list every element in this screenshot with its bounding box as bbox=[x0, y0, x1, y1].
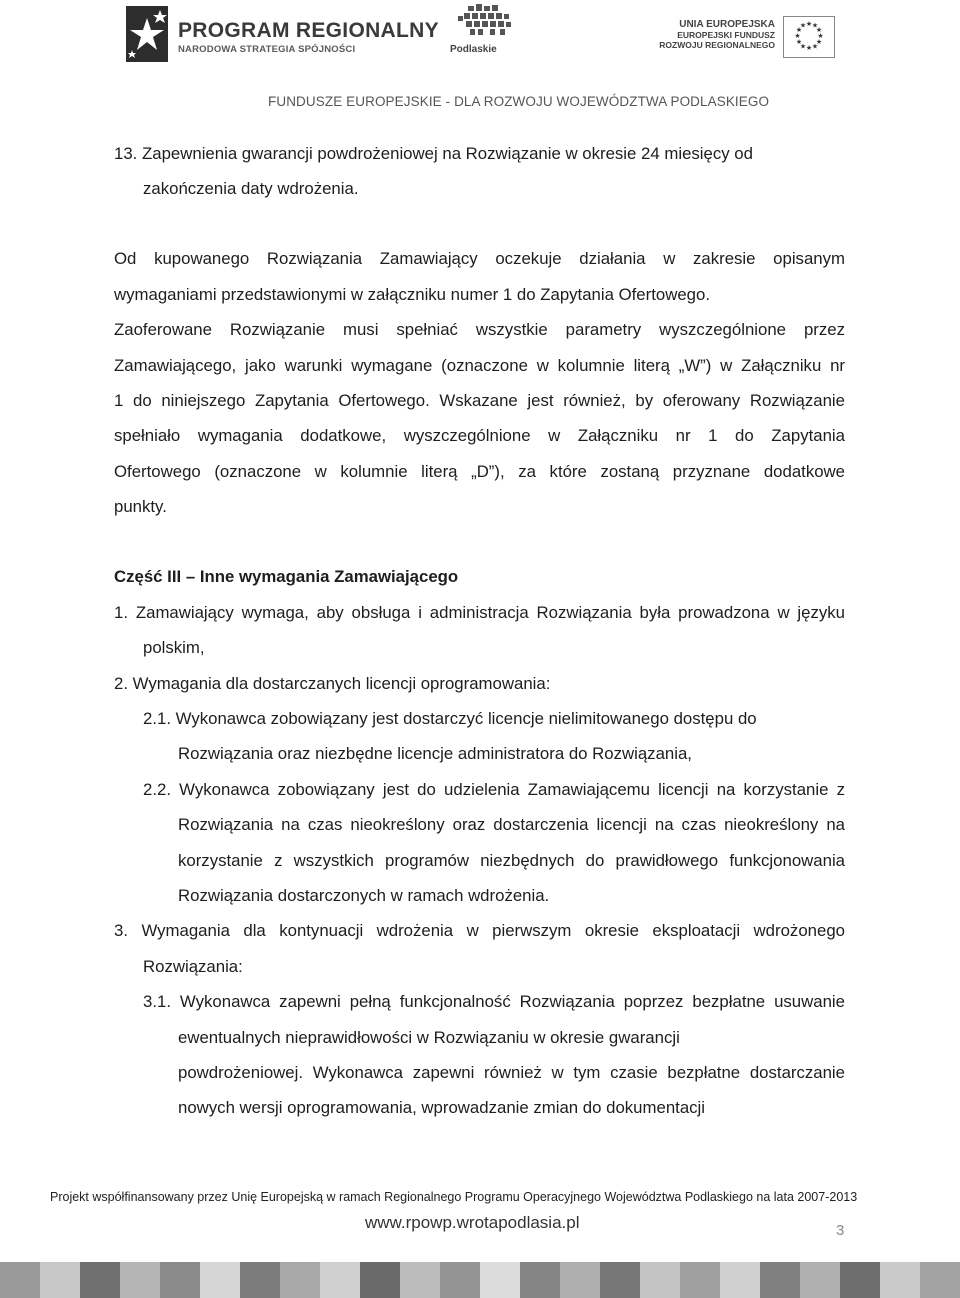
paragraph-line-4: Zamawiającego, jako warunki wymagane (oznaczone w kolumnie literą „W”) w Załączniku nr bbox=[114, 356, 845, 375]
item-2-2-line-1: 2.2. Wykonawca zobowiązany jest do udzielenia Zamawiającemu licencji na korzystanie z bbox=[143, 780, 845, 799]
eu-line-2: EUROPEJSKI FUNDUSZ bbox=[677, 30, 775, 40]
svg-text:★: ★ bbox=[811, 21, 819, 30]
stripe-segment bbox=[0, 1262, 40, 1298]
stripe-segment bbox=[720, 1262, 760, 1298]
stripe-segment bbox=[200, 1262, 240, 1298]
item-3-line-1: 3. Wymagania dla kontynuacji wdrożenia w pierwszym okresie eksploatacji wdrożonego bbox=[114, 921, 845, 940]
item-2-2-line-2: Rozwiązania na czas nieokreślony oraz dostarczenia licencji na czas nieokreślony na bbox=[178, 815, 845, 834]
stripe-segment bbox=[600, 1262, 640, 1298]
eu-line-3: ROZWOJU REGIONALNEGO bbox=[659, 40, 775, 50]
eu-text bbox=[659, 20, 775, 50]
podlaskie-label: Podlaskie bbox=[450, 44, 497, 55]
stripe-segment bbox=[280, 1262, 320, 1298]
svg-text:★: ★ bbox=[799, 42, 807, 51]
stripe-segment bbox=[320, 1262, 360, 1298]
item-1-line-2: polskim, bbox=[143, 638, 205, 657]
paragraph-line-3: Zaoferowane Rozwiązanie musi spełniać wszystkie parametry wyszczególnione przez bbox=[114, 320, 845, 339]
program-title: PROGRAM REGIONALNY bbox=[178, 19, 439, 42]
podlaskie-logo bbox=[438, 4, 528, 64]
item-2-1-line-2: Rozwiązania oraz niezbędne licencje administratora do Rozwiązania, bbox=[178, 744, 692, 763]
stripe-segment bbox=[400, 1262, 440, 1298]
svg-text:★: ★ bbox=[811, 42, 819, 51]
svg-text:★: ★ bbox=[815, 38, 823, 46]
stripe-segment bbox=[680, 1262, 720, 1298]
stripe-segment bbox=[920, 1262, 960, 1298]
footer-website-link[interactable]: www.rpowp.wrotapodlasia.pl bbox=[365, 1213, 580, 1232]
paragraph-line-1: Od kupowanego Rozwiązania Zamawiający oczekuje działania w zakresie opisanym bbox=[114, 249, 845, 268]
page-number: 3 bbox=[836, 1222, 845, 1239]
item-2-line-1: 2. Wymagania dla dostarczanych licencji oprogramowania: bbox=[114, 674, 551, 693]
stripe-segment bbox=[40, 1262, 80, 1298]
eu-logo bbox=[655, 14, 835, 62]
stripe-segment bbox=[480, 1262, 520, 1298]
svg-text:★: ★ bbox=[817, 32, 824, 40]
item-3-1-line-3: powdrożeniowej. Wykonawca zapewni również w tym czasie bezpłatne dostarczanie bbox=[178, 1063, 845, 1082]
eu-line-1: UNIA EUROPEJSKA bbox=[679, 19, 775, 30]
svg-text:★: ★ bbox=[805, 20, 813, 28]
paragraph-line-8: punkty. bbox=[114, 497, 167, 516]
eu-flag-icon bbox=[783, 16, 835, 58]
stripe-segment bbox=[840, 1262, 880, 1298]
paragraph-line-7: Ofertowego (oznaczone w kolumnie literą „D”), za które zostaną przyznane dodatkowe bbox=[114, 462, 845, 481]
footer-project-note: Projekt współfinansowany przez Unię Europejską w ramach Regionalnego Programu Operacyjnego Województwa Podlaskiego na lata 2007-2013 bbox=[50, 1190, 858, 1204]
footer-stripe bbox=[0, 1262, 960, 1298]
item-2-1-line-1: 2.1. Wykonawca zobowiązany jest dostarczyć licencje nielimitowanego dostępu do bbox=[143, 709, 757, 728]
star-logo-icon bbox=[122, 6, 174, 66]
stripe-segment bbox=[360, 1262, 400, 1298]
stripe-segment bbox=[120, 1262, 160, 1298]
item-13-line-2: zakończenia daty wdrożenia. bbox=[143, 179, 359, 198]
item-3-line-2: Rozwiązania: bbox=[143, 957, 243, 976]
item-3-1-line-4: nowych wersji oprogramowania, wprowadzanie zmian do dokumentacji bbox=[178, 1098, 706, 1117]
svg-text:★: ★ bbox=[795, 26, 803, 34]
bison-icon bbox=[438, 4, 528, 46]
svg-text:★: ★ bbox=[799, 21, 807, 30]
stripe-segment bbox=[760, 1262, 800, 1298]
paragraph-line-6: spełniało wymagania dodatkowe, wyszczególnione w Załączniku nr 1 do Zapytania bbox=[114, 426, 845, 445]
item-2-2-line-4: Rozwiązania dostarczonych w ramach wdrożenia. bbox=[178, 886, 550, 905]
program-regionalny-logo bbox=[122, 6, 439, 66]
item-13-line-1: 13. Zapewnienia gwarancji powdrożeniowej na Rozwiązanie w okresie 24 miesięcy od bbox=[114, 144, 753, 163]
svg-text:★: ★ bbox=[794, 32, 801, 40]
program-subtitle: NARODOWA STRATEGIA SPÓJNOŚCI bbox=[178, 44, 356, 55]
paragraph-line-5: 1 do niniejszego Zapytania Ofertowego. Wskazane jest również, by oferowany Rozwiązanie bbox=[114, 391, 845, 410]
stripe-segment bbox=[520, 1262, 560, 1298]
svg-text:★: ★ bbox=[815, 26, 823, 34]
stripe-segment bbox=[240, 1262, 280, 1298]
item-2-2-line-3: korzystanie z wszystkich programów niezbędnych do prawidłowego funkcjonowania bbox=[178, 851, 845, 870]
svg-text:★: ★ bbox=[805, 44, 813, 52]
stripe-segment bbox=[880, 1262, 920, 1298]
paragraph-line-2: wymaganiami przedstawionymi w załączniku numer 1 do Zapytania Ofertowego. bbox=[114, 285, 711, 304]
stripe-segment bbox=[440, 1262, 480, 1298]
stripe-segment bbox=[160, 1262, 200, 1298]
item-3-1-line-1: 3.1. Wykonawca zapewni pełną funkcjonalność Rozwiązania poprzez bezpłatne usuwanie bbox=[143, 992, 845, 1011]
item-3-1-line-2: ewentualnych nieprawidłowości w Rozwiązaniu w okresie gwarancji bbox=[178, 1028, 680, 1047]
stripe-segment bbox=[80, 1262, 120, 1298]
item-1-line-1: 1. Zamawiający wymaga, aby obsługa i administracja Rozwiązania była prowadzona w języku bbox=[114, 603, 845, 622]
stripe-segment bbox=[800, 1262, 840, 1298]
header-tagline: FUNDUSZE EUROPEJSKIE - DLA ROZWOJU WOJEWÓDZTWA PODLASKIEGO bbox=[268, 94, 770, 109]
stripe-segment bbox=[640, 1262, 680, 1298]
section-heading: Część III – Inne wymagania Zamawiającego bbox=[114, 567, 459, 586]
svg-text:★: ★ bbox=[795, 38, 803, 46]
stripe-segment bbox=[560, 1262, 600, 1298]
